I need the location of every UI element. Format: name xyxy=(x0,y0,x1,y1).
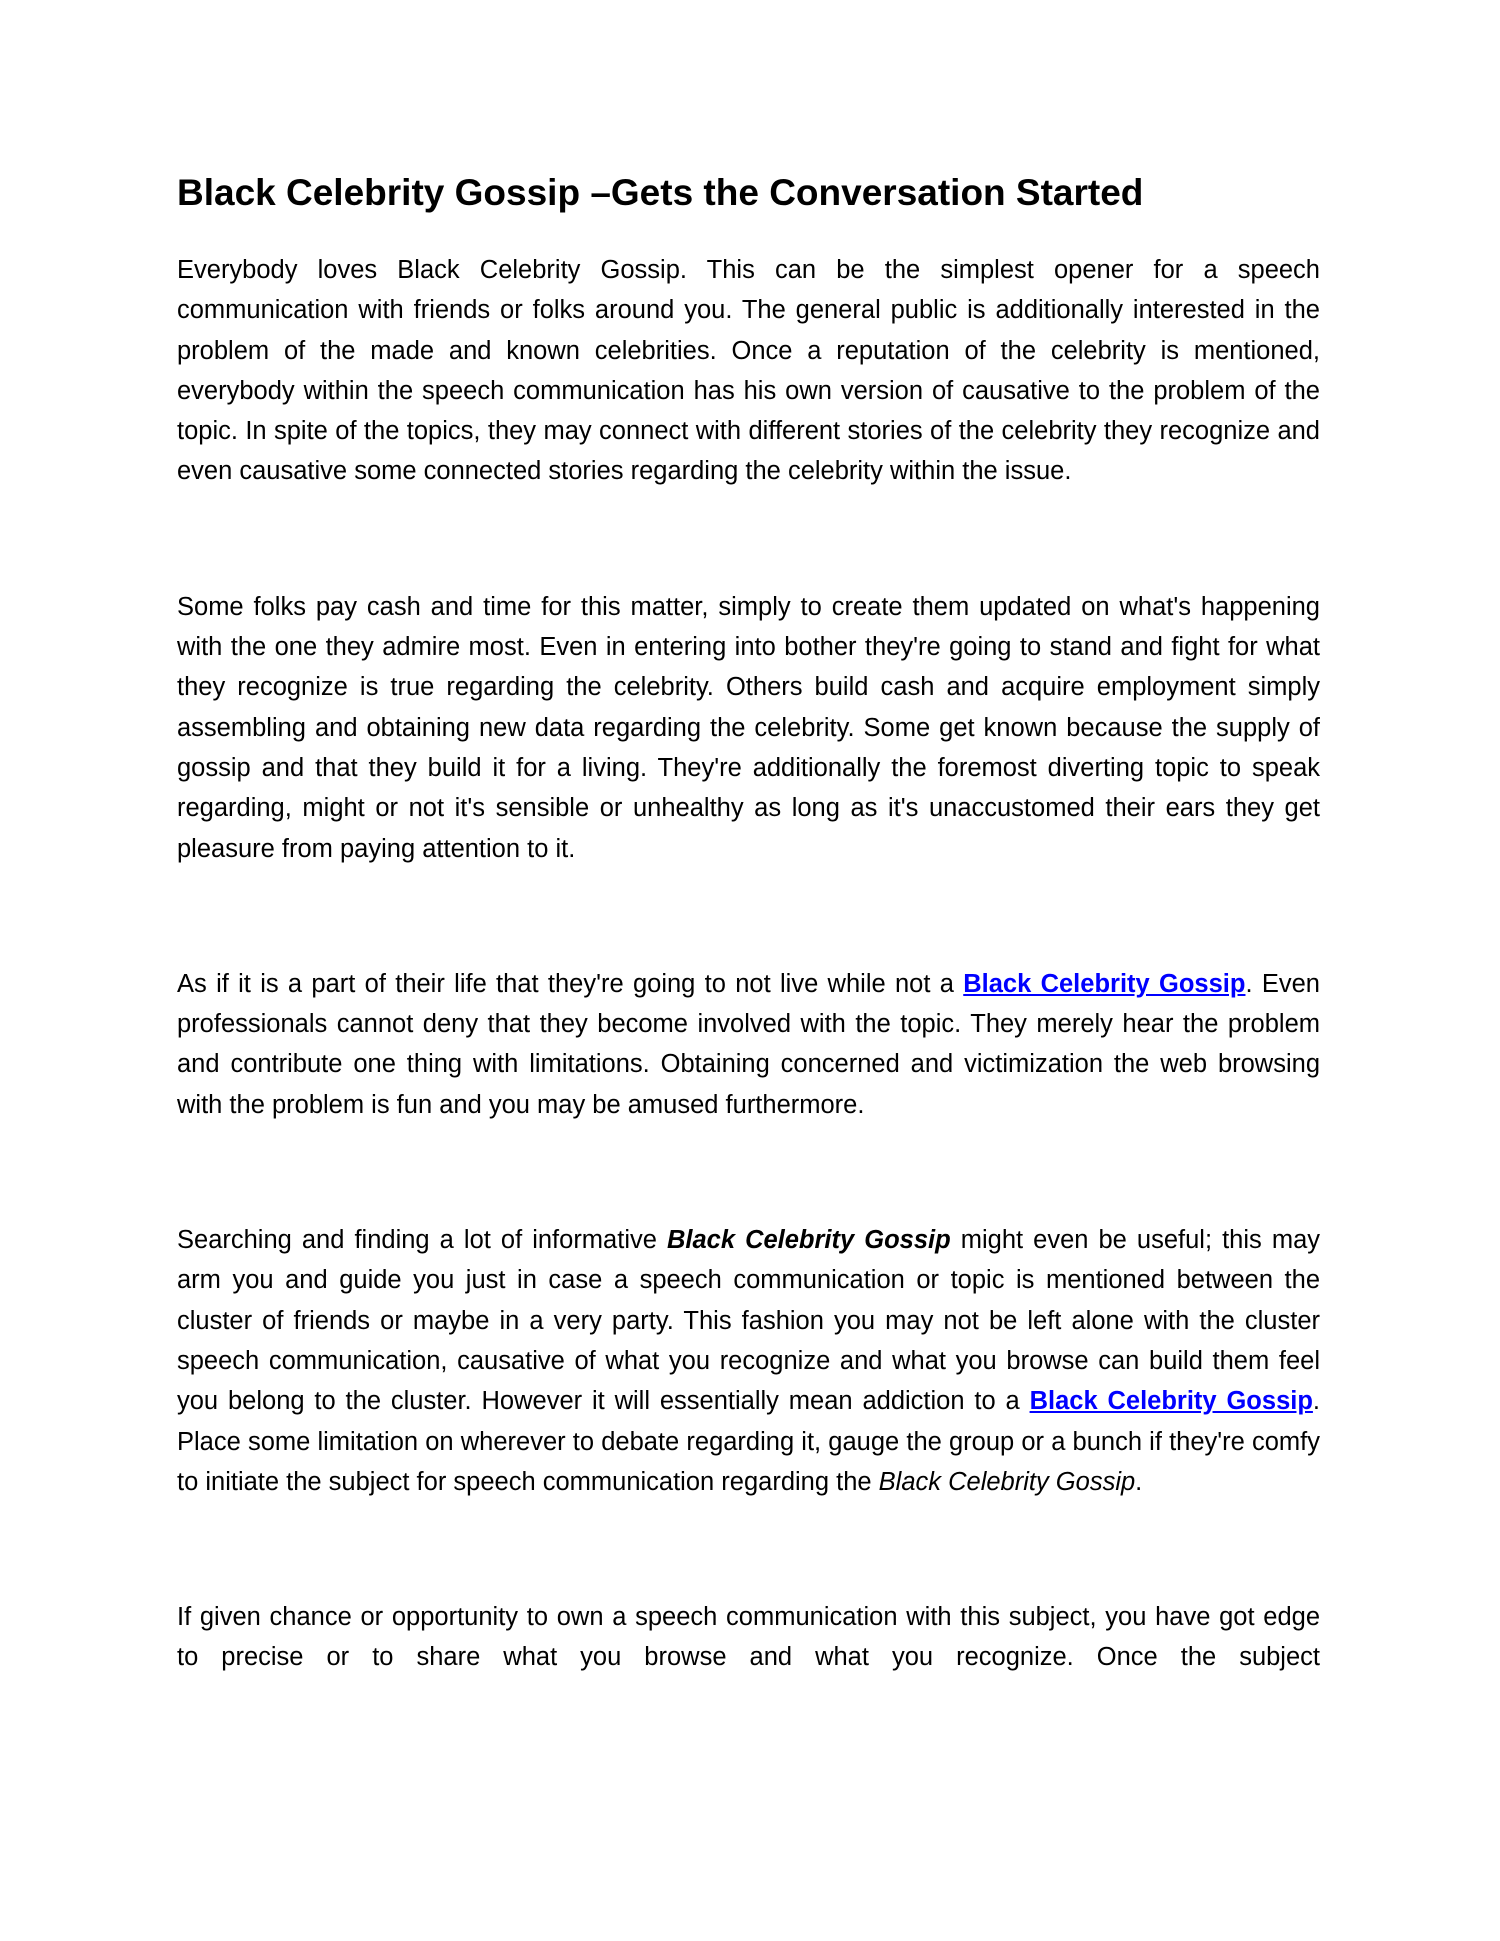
black-celebrity-gossip-link[interactable]: Black Celebrity Gossip xyxy=(1029,1387,1313,1416)
page-title: Black Celebrity Gossip –Gets the Conversation Started xyxy=(177,172,1144,213)
text-run: Some folks pay cash and time for this matter, simply to create them updated on what's happening with the one they admire most. Even in entering into bother they're going to stand and fight for what they recognize is true regarding the celebrity. Others build cash and acquire employment simply assembling and obtaining new data regarding the celebrity. Some get known because the supply of gossip and that they build it for a living. They're additionally the foremost diverting topic to speak regarding, might or not it's sensible or unhealthy as long as it's unaccustomed their ears they get pleasure from paying attention to it. xyxy=(177,592,1320,863)
text-run: Searching and finding a lot of informative xyxy=(177,1226,667,1255)
text-run: As if it is a part of their life that they're going to not live while not a xyxy=(177,969,964,998)
text-run: If given chance or opportunity to own a speech communication with this subject, you have got edge to precise or to share what you browse and what you recognize. Once the subject xyxy=(177,1603,1320,1672)
text-run: . xyxy=(1135,1467,1143,1496)
paragraph-4 xyxy=(177,1220,1320,1502)
text-run-italic: Black Celebrity Gossip xyxy=(878,1467,1136,1496)
text-run-bold-italic: Black Celebrity Gossip xyxy=(666,1226,951,1255)
paragraph-3 xyxy=(177,964,1320,1125)
text-run: might even be useful; this may arm you and guide you just in case a speech communication or topic is mentioned between the cluster of friends or maybe in a very party. This fashion you may not be left alone with the cluster speech communication, causative of what you recognize and what you browse can build them feel you belong to the cluster. However it will essentially mean addiction to a xyxy=(177,1226,1320,1416)
text-run: . Place some limitation on wherever to debate regarding it, gauge the group or a bunch if they're comfy to initiate the subject for speech communication regarding the xyxy=(177,1387,1321,1496)
text-run: . Even professionals cannot deny that they become involved with the topic. They merely hear the problem and contribute one thing with limitations. Obtaining concerned and victimization the web browsing with the problem is fun and you may be amused furthermore. xyxy=(177,969,1320,1119)
paragraph-5 xyxy=(177,1597,1320,1678)
black-celebrity-gossip-link[interactable]: Black Celebrity Gossip xyxy=(963,969,1246,998)
paragraph-2 xyxy=(177,587,1320,869)
paragraph-1 xyxy=(177,250,1320,492)
text-run: Everybody loves Black Celebrity Gossip. This can be the simplest opener for a speech communication with friends or folks around you. The general public is additionally interested in the problem of the made and known celebrities. Once a reputation of the celebrity is mentioned, everybody within the speech communication has his own version of causative to the problem of the topic. In spite of the topics, they may connect with different stories of the celebrity they recognize and even causative some connected stories regarding the celebrity within the issue. xyxy=(177,256,1320,486)
document-body xyxy=(177,250,1320,1678)
